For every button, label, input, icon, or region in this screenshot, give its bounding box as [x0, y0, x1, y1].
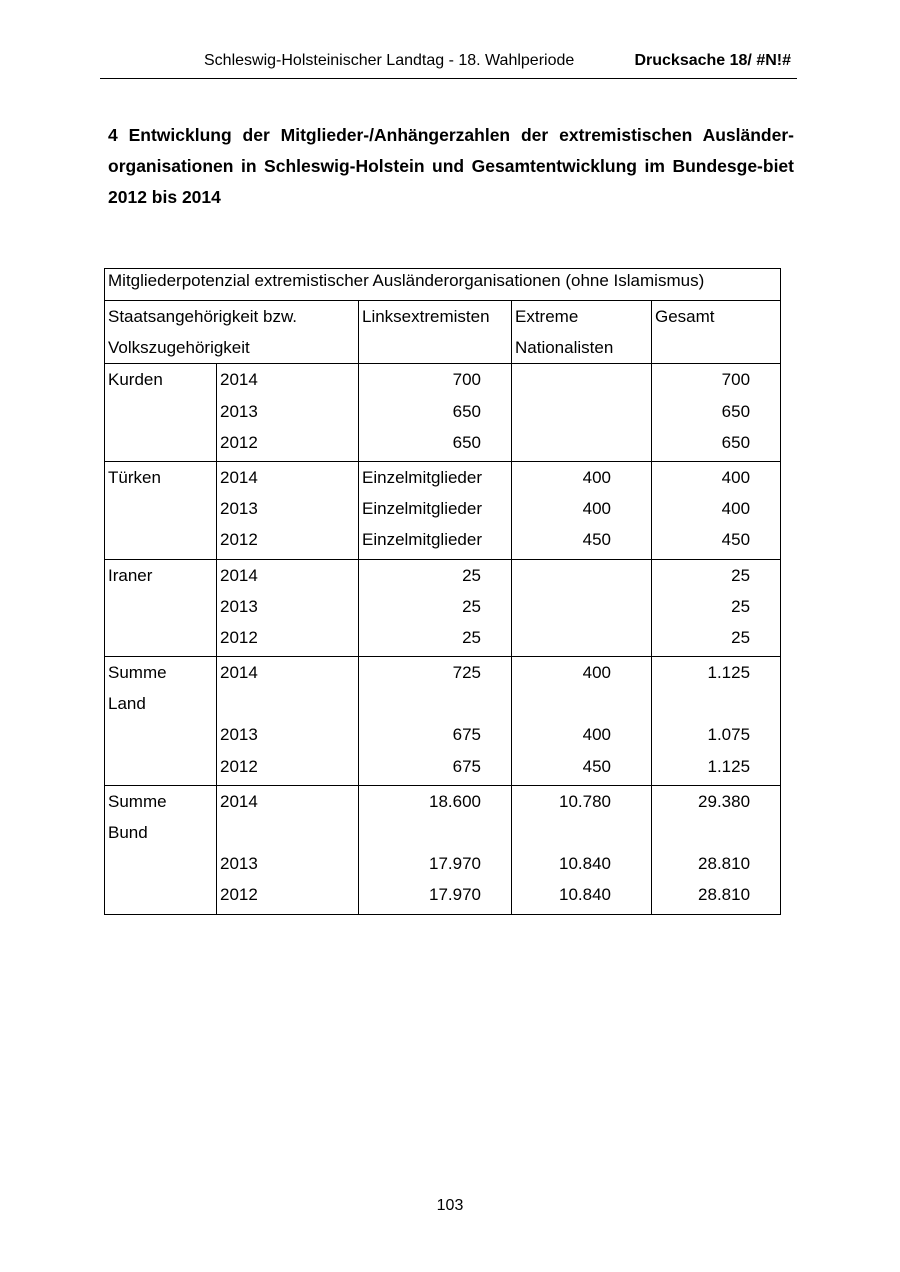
header-gesamt: [652, 301, 781, 364]
header-document-number: Drucksache 18/ #N!#: [634, 52, 791, 69]
table-body: [105, 269, 781, 915]
gesamt-cell: 400: [721, 467, 751, 487]
header-extreme-nationalisten: [512, 301, 652, 364]
extreme-cell: [515, 622, 611, 653]
column-extreme-cell: [512, 657, 652, 786]
gesamt-cell: 1.125: [707, 663, 751, 683]
gesamt-cell: 450: [721, 530, 751, 550]
links-cell: 675: [452, 756, 481, 776]
year-cell: 2012: [220, 530, 258, 550]
extreme-cell: 10.780: [559, 791, 611, 811]
links-cell: Einzelmitglieder: [362, 499, 482, 519]
column-extreme-cell: [512, 364, 652, 462]
gesamt-cell: 28.810: [698, 854, 751, 874]
extreme-cell: [515, 396, 611, 427]
links-cell: 725: [452, 663, 481, 683]
table-header-row: [105, 301, 781, 364]
year-cell: 2012: [220, 885, 258, 905]
extreme-cell: 10.840: [559, 854, 611, 874]
year-cell: 2012: [220, 756, 258, 776]
extreme-cell: 400: [582, 499, 611, 519]
row-group-name: [105, 461, 217, 559]
spacer-line: [655, 688, 750, 719]
gesamt-cell: 25: [731, 565, 751, 585]
gesamt-cell: 29.380: [698, 791, 751, 811]
extreme-cell: [515, 364, 611, 395]
extreme-cell: 400: [582, 467, 611, 487]
header-gesamt-label: Gesamt: [655, 307, 715, 326]
header-extreme-line1: Extreme: [515, 307, 579, 326]
data-table: [104, 268, 781, 915]
column-gesamt-cell: [652, 657, 781, 786]
spacer-line: [515, 688, 611, 719]
column-extreme-cell: [512, 461, 652, 559]
gesamt-cell: 650: [721, 401, 751, 421]
year-cell: 2013: [220, 725, 258, 745]
column-year-cell: [217, 559, 359, 657]
column-links-cell: [359, 559, 512, 657]
header-group-line1: Staatsangehörigkeit bzw.: [108, 307, 298, 326]
links-cell: 17.970: [429, 854, 481, 874]
table-group-row: [105, 364, 781, 462]
year-cell: 2013: [220, 854, 258, 874]
year-cell: 2012: [220, 432, 258, 452]
extreme-cell: 10.840: [559, 885, 611, 905]
extreme-cell: [515, 427, 611, 458]
extreme-cell: 400: [582, 725, 611, 745]
year-cell: 2013: [220, 596, 258, 616]
gesamt-cell: 25: [731, 627, 751, 647]
table-group-row: [105, 461, 781, 559]
spacer-line: [362, 688, 481, 719]
year-cell: 2014: [220, 467, 258, 487]
gesamt-cell: 1.075: [707, 725, 751, 745]
column-links-cell: [359, 785, 512, 914]
row-group-name: [105, 364, 217, 462]
spacer-line: [362, 817, 481, 848]
header-group-line2: Volkszugehörigkeit: [108, 338, 250, 358]
gesamt-cell: 1.125: [707, 756, 751, 776]
spacer-line: [220, 688, 355, 719]
links-cell: 25: [462, 627, 481, 647]
gesamt-cell: 28.810: [698, 885, 751, 905]
group-name-line1: Kurden: [108, 370, 163, 390]
column-gesamt-cell: [652, 785, 781, 914]
page-header: [100, 52, 797, 79]
group-name-line1: Summe: [108, 663, 167, 683]
year-cell: 2014: [220, 565, 258, 585]
page-number: 103: [436, 1197, 464, 1214]
section-heading: 4 Entwicklung der Mitglieder-/Anhängerzahlen der extremistischen Ausländer-organisationen in Schleswig-Holstein und Gesamtentwicklung im Bundesge-biet 2012 bis 2014: [108, 125, 794, 207]
year-cell: 2014: [220, 791, 258, 811]
extreme-cell: 450: [582, 530, 611, 550]
column-links-cell: [359, 657, 512, 786]
year-cell: 2012: [220, 627, 258, 647]
group-name-line1: Summe: [108, 791, 167, 811]
column-extreme-cell: [512, 785, 652, 914]
extreme-cell: 450: [582, 756, 611, 776]
header-extreme-line2: Nationalisten: [515, 338, 614, 358]
table-group-row: [105, 657, 781, 786]
links-cell: 650: [452, 432, 481, 452]
group-name-line2: Land: [108, 694, 146, 714]
year-cell: 2014: [220, 663, 258, 683]
column-year-cell: [217, 364, 359, 462]
header-links-label: Linksextremisten: [362, 307, 490, 326]
table-group-row: [105, 559, 781, 657]
row-group-name: [105, 785, 217, 914]
row-group-name: [105, 559, 217, 657]
group-name-line1: Türken: [108, 467, 161, 487]
spacer-line: [220, 817, 355, 848]
header-title: Schleswig-Holsteinischer Landtag - 18. Wahlperiode: [204, 52, 575, 69]
table-group-row: [105, 785, 781, 914]
group-name-line1: Iraner: [108, 565, 153, 585]
column-year-cell: [217, 657, 359, 786]
links-cell: 700: [452, 370, 481, 390]
column-links-cell: [359, 364, 512, 462]
header-linksextremisten: [359, 301, 512, 364]
table-title-row: [105, 269, 781, 301]
column-year-cell: [217, 785, 359, 914]
year-cell: 2013: [220, 499, 258, 519]
extreme-cell: 400: [582, 663, 611, 683]
column-gesamt-cell: [652, 461, 781, 559]
links-cell: 650: [452, 401, 481, 421]
row-group-name: [105, 657, 217, 786]
links-cell: 25: [462, 596, 481, 616]
links-cell: 675: [452, 725, 481, 745]
table-title: Mitgliederpotenzial extremistischer Ausländerorganisationen (ohne Islamismus): [105, 269, 781, 301]
links-cell: 25: [462, 565, 481, 585]
year-cell: 2013: [220, 401, 258, 421]
group-name-line2: Bund: [108, 823, 148, 842]
header-staatsangehoerigkeit: [105, 301, 359, 364]
gesamt-cell: 25: [731, 596, 751, 616]
links-cell: 18.600: [429, 791, 481, 811]
column-year-cell: [217, 461, 359, 559]
gesamt-cell: 400: [721, 499, 751, 519]
gesamt-cell: 700: [721, 370, 751, 390]
gesamt-cell: 650: [721, 432, 751, 452]
links-cell: 17.970: [429, 885, 481, 905]
extreme-cell: [515, 591, 611, 622]
column-links-cell: [359, 461, 512, 559]
links-cell: Einzelmitglieder: [362, 467, 482, 487]
column-gesamt-cell: [652, 559, 781, 657]
column-gesamt-cell: [652, 364, 781, 462]
extreme-cell: [515, 560, 611, 591]
spacer-line: [655, 817, 750, 848]
year-cell: 2014: [220, 370, 258, 390]
spacer-line: [515, 817, 611, 848]
links-cell: Einzelmitglieder: [362, 530, 482, 550]
column-extreme-cell: [512, 559, 652, 657]
